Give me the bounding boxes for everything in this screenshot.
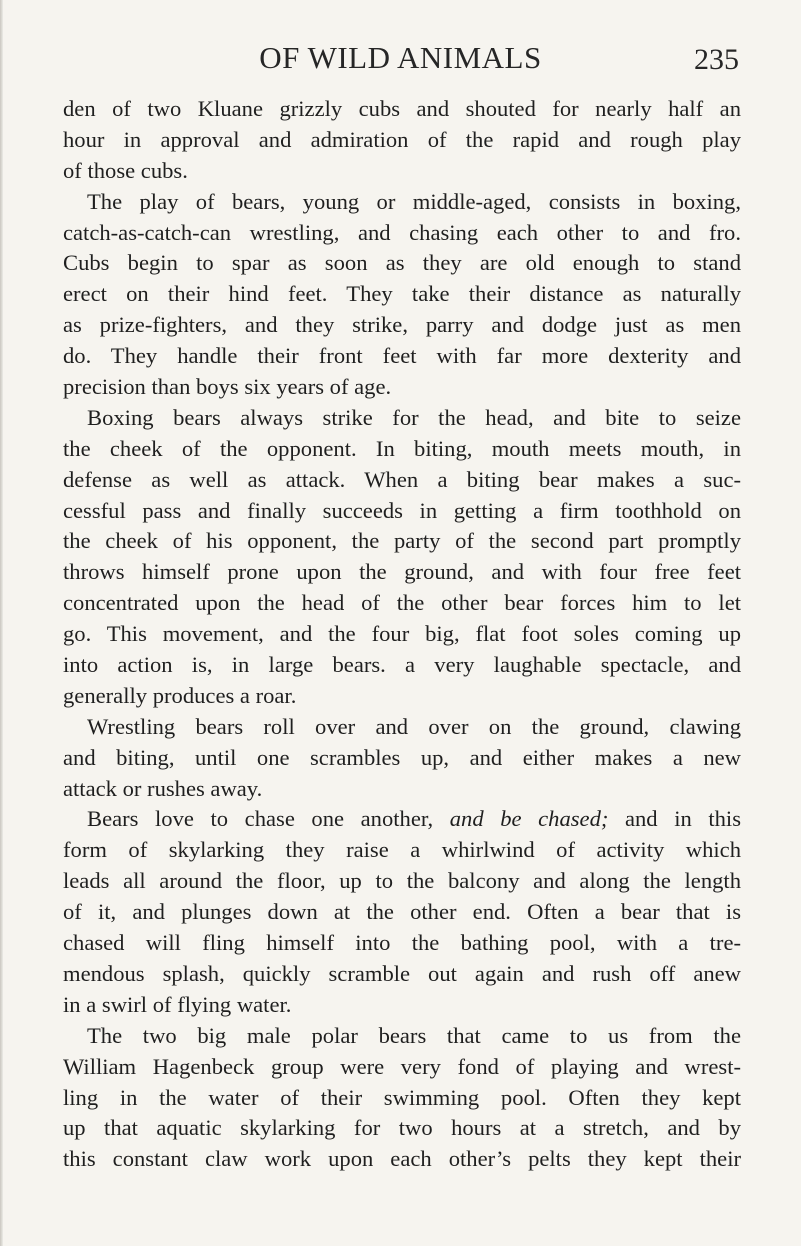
text-line: of it, and plunges down at the other end. Often a bear that is — [63, 899, 741, 925]
text-line: do. They handle their front feet with far more dexterity and — [63, 343, 741, 369]
text-line: The two big male polar bears that came to us from the — [87, 1022, 741, 1048]
text-line: catch-as-catch-can wrestling, and chasing each other to and fro. — [63, 219, 741, 245]
text-line: erect on their hind feet. They take their distance as naturally — [63, 281, 741, 307]
text-line: up that aquatic skylarking for two hours at a stretch, and by — [63, 1115, 741, 1141]
text-line: precision than boys six years of age. — [63, 374, 392, 400]
text-line-mixed — [63, 804, 741, 835]
text-line: as prize-fighters, and they strike, parry and dodge just as men — [63, 312, 741, 338]
text-run: and in this — [624, 806, 741, 832]
text-line: go. This movement, and the four big, flat foot soles coming up — [63, 621, 741, 647]
text-line: defense as well as attack. When a biting bear makes a suc- — [63, 466, 741, 492]
text-line: ling in the water of their swimming pool. Often they kept — [63, 1084, 741, 1110]
page-header — [0, 38, 801, 78]
text-line: into action is, in large bears. a very laughable spectacle, and — [63, 652, 741, 678]
text-line: William Hagenbeck group were very fond of playing and wrest- — [63, 1053, 741, 1079]
text-line: mendous splash, quickly scramble out again and rush off anew — [63, 960, 741, 986]
text-line: The play of bears, young or middle-aged, consists in boxing, — [87, 188, 741, 214]
page-number: 235 — [694, 43, 739, 76]
text-line: Cubs begin to spar as soon as they are old enough to stand — [63, 250, 741, 276]
italic-emphasis: and be chased; — [449, 806, 609, 832]
text-line: throws himself prone upon the ground, and with four free feet — [63, 559, 741, 585]
text-line: Boxing bears always strike for the head, and bite to seize — [87, 404, 741, 430]
text-line: in a swirl of flying water. — [63, 991, 292, 1017]
text-line: of those cubs. — [63, 157, 188, 183]
text-line: den of two Kluane grizzly cubs and shouted for nearly half an — [63, 96, 741, 121]
text-line: the cheek of his opponent, the party of the second part promptly — [63, 528, 741, 554]
text-line: generally produces a roar. — [63, 682, 297, 708]
text-line: attack or rushes away. — [63, 775, 263, 801]
text-line: hour in approval and admiration of the rapid and rough play — [63, 126, 741, 152]
text-run: Bears love to chase one another, — [87, 806, 434, 832]
text-line: form of skylarking they raise a whirlwind of activity which — [63, 837, 741, 863]
text-line: the cheek of the opponent. In biting, mouth meets mouth, in — [63, 435, 741, 461]
text-line: and biting, until one scrambles up, and either makes a new — [63, 744, 741, 770]
body-text — [63, 94, 741, 1175]
running-title: OF WILD ANIMALS — [259, 40, 542, 75]
text-line: Wrestling bears roll over and over on the ground, clawing — [87, 713, 741, 739]
text-line: chased will fling himself into the bathing pool, with a tre- — [63, 930, 741, 956]
text-line: this constant claw work upon each other’s pelts they kept their — [63, 1146, 741, 1172]
text-line: cessful pass and finally succeeds in getting a firm toothhold on — [63, 497, 741, 523]
text-line: concentrated upon the head of the other bear forces him to let — [63, 590, 741, 616]
text-line: leads all around the floor, up to the balcony and along the length — [63, 868, 741, 894]
